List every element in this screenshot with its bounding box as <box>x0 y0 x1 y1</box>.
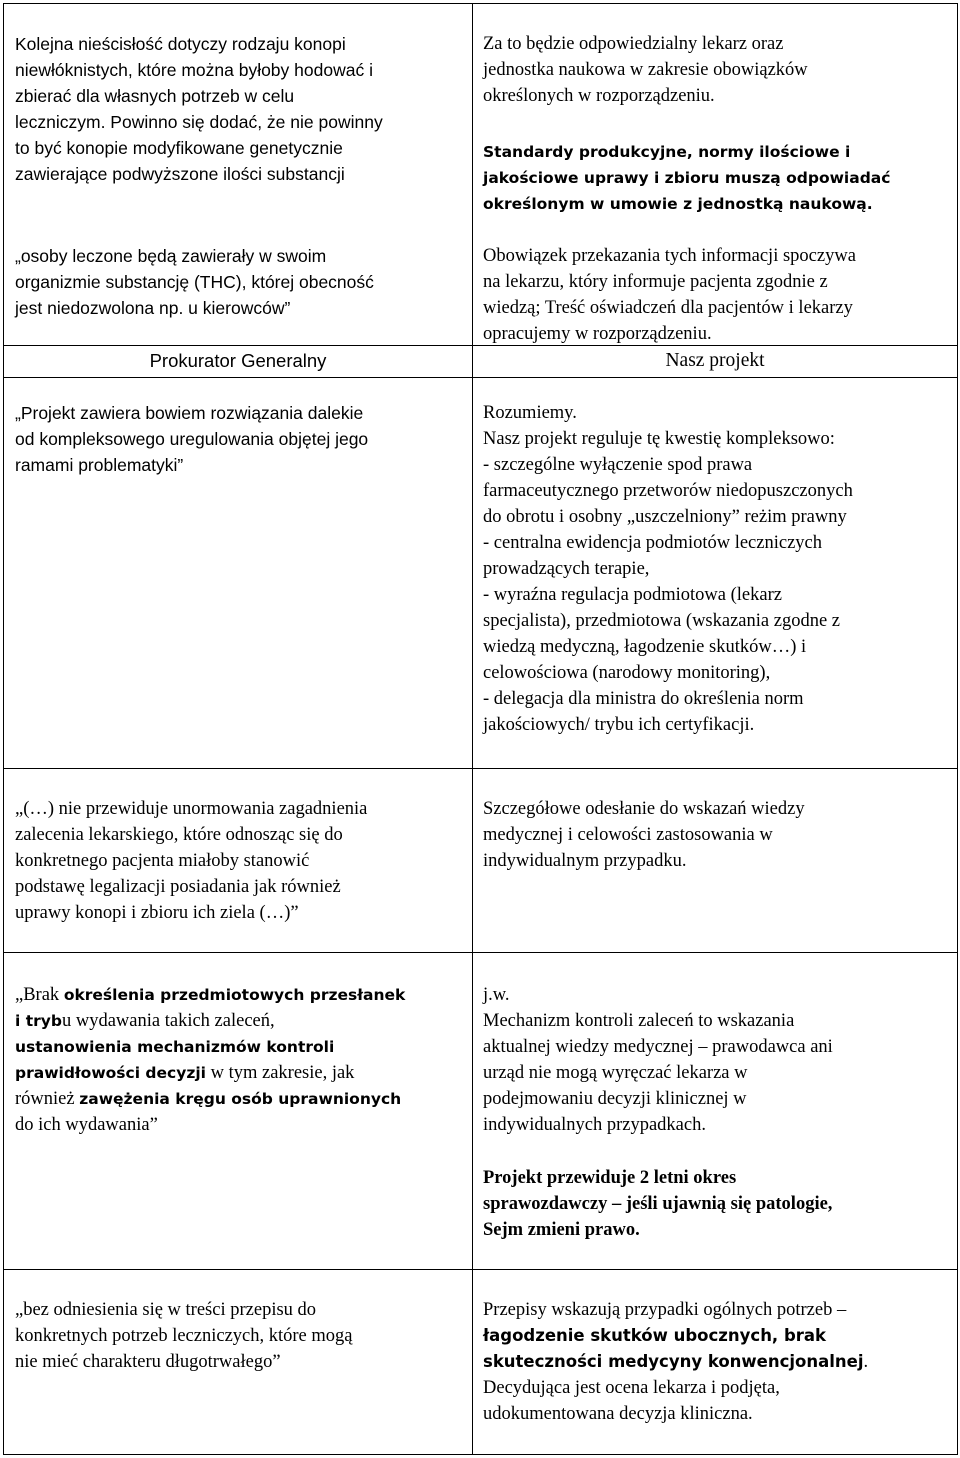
text-line: na lekarzu, który informuje pacjenta zgodnie z <box>483 272 828 292</box>
text-line: medycznej i celowości zastosowania w <box>483 825 773 845</box>
text-line: Nasz projekt reguluje tę kwestię kompleksowo: <box>483 429 835 449</box>
row4-left-quote <box>15 1297 352 1375</box>
text-line: - szczególne wyłączenie spod prawa <box>483 455 753 475</box>
text-line: Obowiązek przekazania tych informacji spoczywa <box>483 246 856 266</box>
text-line: indywidualnym przypadku. <box>483 851 687 871</box>
text-line: Rozumiemy. <box>483 403 577 423</box>
text-line-bold: łagodzenie skutków ubocznych, brak <box>483 1326 827 1345</box>
text-line: prowadzących terapie, <box>483 559 650 579</box>
text-line: indywidualnych przypadkach. <box>483 1115 706 1135</box>
text-line: skuteczności medycyny konwencjonalnej. <box>483 1352 869 1372</box>
row4-right-text <box>483 1297 868 1427</box>
row3-right-paragraph-1 <box>483 982 833 1138</box>
text-line: Standardy produkcyjne, normy ilościowe i <box>483 143 851 161</box>
text-line: niewłóknistych, które można byłoby hodować i <box>15 60 373 80</box>
text-line: podstawę legalizacji posiadania jak również <box>15 877 341 897</box>
text-line: określonych w rozporządzeniu. <box>483 86 715 106</box>
text-line: zbierać dla własnych potrzeb w celu <box>15 86 295 106</box>
text-line: - delegacja dla ministra do określenia norm <box>483 689 804 709</box>
bold-phrase: prawidłowości decyzji <box>15 1064 206 1082</box>
text-line: Kolejna nieścisłość dotyczy rodzaju konopi <box>15 34 346 54</box>
text-line: ramami problematyki” <box>15 455 184 475</box>
row3-right-paragraph-bold <box>483 1165 832 1243</box>
text-line: jakościowe uprawy i zbioru muszą odpowiadać <box>483 169 891 187</box>
text-line: jakościowych/ trybu ich certyfikacji. <box>483 715 755 735</box>
text-line: Przepisy wskazują przypadki ogólnych potrzeb – <box>483 1300 847 1320</box>
text-line: „Brak określenia przedmiotowych przesłanek <box>15 985 406 1005</box>
text-line: leczniczym. Powinno się dodać, że nie powinny <box>15 112 383 132</box>
text-line: Decydująca jest ocena lekarza i podjęta, <box>483 1378 780 1398</box>
row1-right-paragraph-2 <box>483 243 856 347</box>
text-line: „bez odniesienia się w treści przepisu do <box>15 1300 317 1320</box>
text-line: konkretnych potrzeb leczniczych, które mogą <box>15 1326 353 1346</box>
bold-phrase: określenia przedmiotowych przesłanek <box>63 986 406 1004</box>
text-line: konkretnego pacjenta miałoby stanowić <box>15 851 310 871</box>
label-prokurator-generalny: Prokurator Generalny <box>3 345 473 378</box>
text-line: określonym w umowie z jednostką naukową. <box>483 195 873 213</box>
text-line: wiedzą medyczną, łagodzenie skutków…) i <box>483 637 807 657</box>
text-line: aktualnej wiedzy medycznej – prawodawca ani <box>483 1037 833 1057</box>
text-line: organizmie substancję (THC), której obecność <box>15 272 374 292</box>
text-line: również zawężenia kręgu osób uprawnionych <box>15 1089 402 1109</box>
text-line: prawidłowości decyzji w tym zakresie, jak <box>15 1063 355 1083</box>
text-line: i trybu wydawania takich zaleceń, <box>15 1011 275 1031</box>
text-line: celowościowa (narodowy monitoring), <box>483 663 771 683</box>
text-line: Szczegółowe odesłanie do wskazań wiedzy <box>483 799 805 819</box>
row1-right-paragraph-1 <box>483 31 808 109</box>
text-line: urząd nie mogą wyręczać lekarza w <box>483 1063 748 1083</box>
row1-left-quote-2 <box>15 400 368 478</box>
bold-phrase: skuteczności medycyny konwencjonalnej <box>483 1352 864 1371</box>
text-line: specjalista), przedmiotowa (wskazania zgodne z <box>483 611 841 631</box>
text-line: zawierające podwyższone ilości substancji <box>15 164 345 184</box>
text-line: Mechanizm kontroli zaleceń to wskazania <box>483 1011 795 1031</box>
text-line: od kompleksowego uregulowania objętej jego <box>15 429 369 449</box>
label-nasz-projekt: Nasz projekt <box>472 345 958 378</box>
text-line: udokumentowana decyzja kliniczna. <box>483 1404 753 1424</box>
row2-right-text <box>483 796 805 874</box>
row1-left-paragraph-1 <box>15 31 383 187</box>
text-line: to być konopie modyfikowane genetycznie <box>15 138 343 158</box>
text-line: „(…) nie przewiduje unormowania zagadnienia <box>15 799 368 819</box>
text-line <box>15 1034 405 1060</box>
row2-left-quote <box>15 796 367 926</box>
text-line: jest niedozwolona np. u kierowców” <box>15 298 291 318</box>
row1-left-quote <box>15 243 374 321</box>
text-line: uprawy konopi i zbioru ich ziela (…)” <box>15 903 299 923</box>
text-line: do ich wydawania” <box>15 1115 158 1135</box>
text-line: jednostka naukowa w zakresie obowiązków <box>483 60 808 80</box>
text-line: Za to będzie odpowiedzialny lekarz oraz <box>483 34 784 54</box>
text-line: „osoby leczone będą zawierały w swoim <box>15 246 327 266</box>
text-line: opracujemy w rozporządzeniu. <box>483 324 712 344</box>
bold-phrase: ustanowienia mechanizmów kontroli <box>15 1038 335 1056</box>
text-line: zalecenia lekarskiego, które odnosząc się do <box>15 825 343 845</box>
text-line: - wyraźna regulacja podmiotowa (lekarz <box>483 585 782 605</box>
text-line: do obrotu i osobny „uszczelniony” reżim prawny <box>483 507 847 527</box>
bold-phrase: i tryb <box>15 1012 62 1030</box>
row3-left-quote <box>15 982 405 1138</box>
bold-phrase: zawężenia kręgu osób uprawnionych <box>79 1090 402 1108</box>
row1-right-paragraph-bold <box>483 139 890 217</box>
text-line: podejmowaniu decyzji klinicznej w <box>483 1089 747 1109</box>
text-line: „Projekt zawiera bowiem rozwiązania dalekie <box>15 403 364 423</box>
text-line: wiedzą; Treść oświadczeń dla pacjentów i lekarzy <box>483 298 853 318</box>
text-line: farmaceutycznego przetworów niedopuszczonych <box>483 481 853 501</box>
text-line: Projekt przewiduje 2 letni okres <box>483 1168 737 1188</box>
text-line: Sejm zmieni prawo. <box>483 1220 640 1240</box>
row1-right-paragraph-3 <box>483 400 853 738</box>
text-line: sprawozdawczy – jeśli ujawnią się patologie, <box>483 1194 833 1214</box>
text-line: j.w. <box>483 985 510 1005</box>
text-line: nie mieć charakteru długotrwałego” <box>15 1352 281 1372</box>
text-line: - centralna ewidencja podmiotów leczniczych <box>483 533 823 553</box>
